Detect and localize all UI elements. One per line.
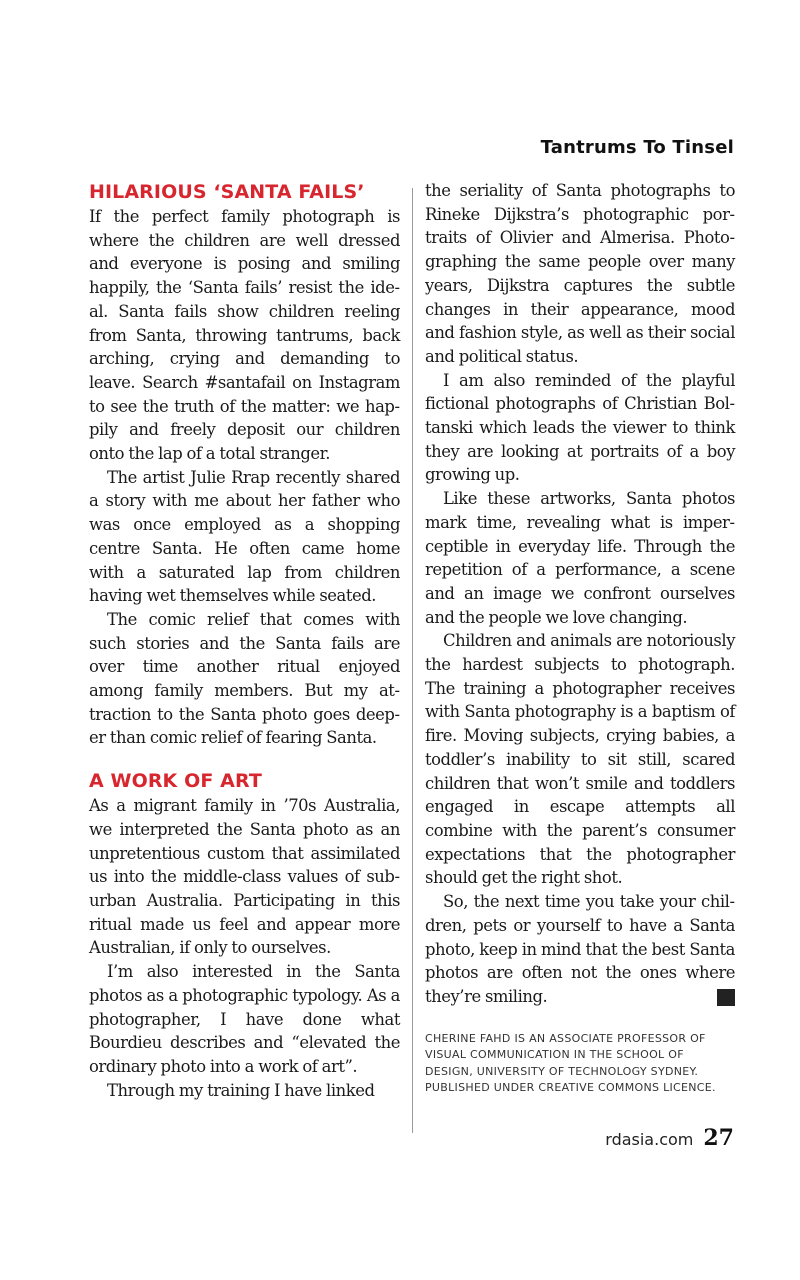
paragraph: If the perfect family photograph is where the children are well dressed and everyone is posing and smiling happily, the ‘Santa fails’ resist the ideal. Santa fails show children reeling from Santa, throwing tantrums, back arching, crying and demanding to leave. Search #santafail on Instagram to see the truth of the matter: we happily and freely deposit our children onto the lap of a total stranger. xyxy=(89,207,400,464)
paragraph: Through my training I have linked xyxy=(107,1080,375,1100)
site-url: rdasia.com xyxy=(605,1130,694,1149)
paragraph: The comic relief that comes with such stories and the Santa fails are over time another ritual enjoyed among family members. But my attraction to the Santa photo goes deeper than comic relief of fearing Santa. xyxy=(89,609,400,748)
section-heading-santa-fails: HILARIOUS ‘SANTA FAILS’ xyxy=(89,181,365,203)
section-heading-work-of-art: A WORK OF ART xyxy=(89,770,262,793)
paragraph: Children and animals are notoriously the hardest subjects to photograph. The training a photographer receives with Santa photography is a baptism of fire. Moving subjects, crying babies, a toddler’s inability to sit still, scared children that won’t smile and toddlers engaged in escape attempts all combine with the parent’s consumer expectations that the photographer should get the right shot. xyxy=(425,631,735,888)
paragraph: As a migrant family in ’70s Australia, we interpreted the Santa photo as an unpretentious custom that assimilated us into the middle-class values of suburban Australia. Participating in this ritual made us feel and appear more Australian, if only to ourselves. xyxy=(89,796,400,958)
paragraph: The artist Julie Rrap recently shared a story with me about her father who was once employed as a shopping centre Santa. He often came home with a saturated lap from children having wet themselves while seated. xyxy=(89,467,400,606)
paragraph-final xyxy=(425,890,746,1009)
left-column xyxy=(89,179,400,1102)
page-number: 27 xyxy=(703,1125,734,1151)
paragraph-final-text: So, the next time you take your children, pets or yourself to have a Santa photo, keep in mind that the best Santa photos are often not the ones where they’re smiling. xyxy=(425,892,735,1006)
paragraph: the seriality of Santa photographs to Rineke Dijkstra’s photographic portraits of Olivier and Almerisa. Photographing the same people over many years, Dijkstra captures the subtle changes in their appearance, mood and fashion style, as well as their social and political status. xyxy=(425,181,735,366)
paragraph: Like these artworks, Santa photos mark time, revealing what is imperceptible in everyday life. Through the repetition of a performance, a scene and an image we confront ourselves and the people we love changing. xyxy=(425,489,735,627)
paragraph: I’m also interested in the Santa photos as a photographic typology. As a photographer, I have done what Bourdieu describes and “elevated the ordinary photo into a work of art”. xyxy=(89,962,400,1076)
author-credit: CHERINE FAHD IS AN ASSOCIATE PROFESSOR OF VISUAL COMMUNICATION IN THE SCHOOL OF DESIGN, UNIVERSITY OF TECHNOLOGY SYDNEY. PUBLISHED UNDER CREATIVE COMMONS LICENCE. xyxy=(425,1031,716,1095)
page-footer xyxy=(605,1125,734,1151)
end-mark-icon: R xyxy=(717,989,735,1006)
running-title: Tantrums To Tinsel xyxy=(540,137,734,158)
right-column xyxy=(425,179,746,1097)
paragraph: I am also reminded of the playful fictional photographs of Christian Boltanski which leads the viewer to think they are looking at portraits of a boy growing up. xyxy=(425,370,735,485)
column-divider xyxy=(412,188,413,1133)
